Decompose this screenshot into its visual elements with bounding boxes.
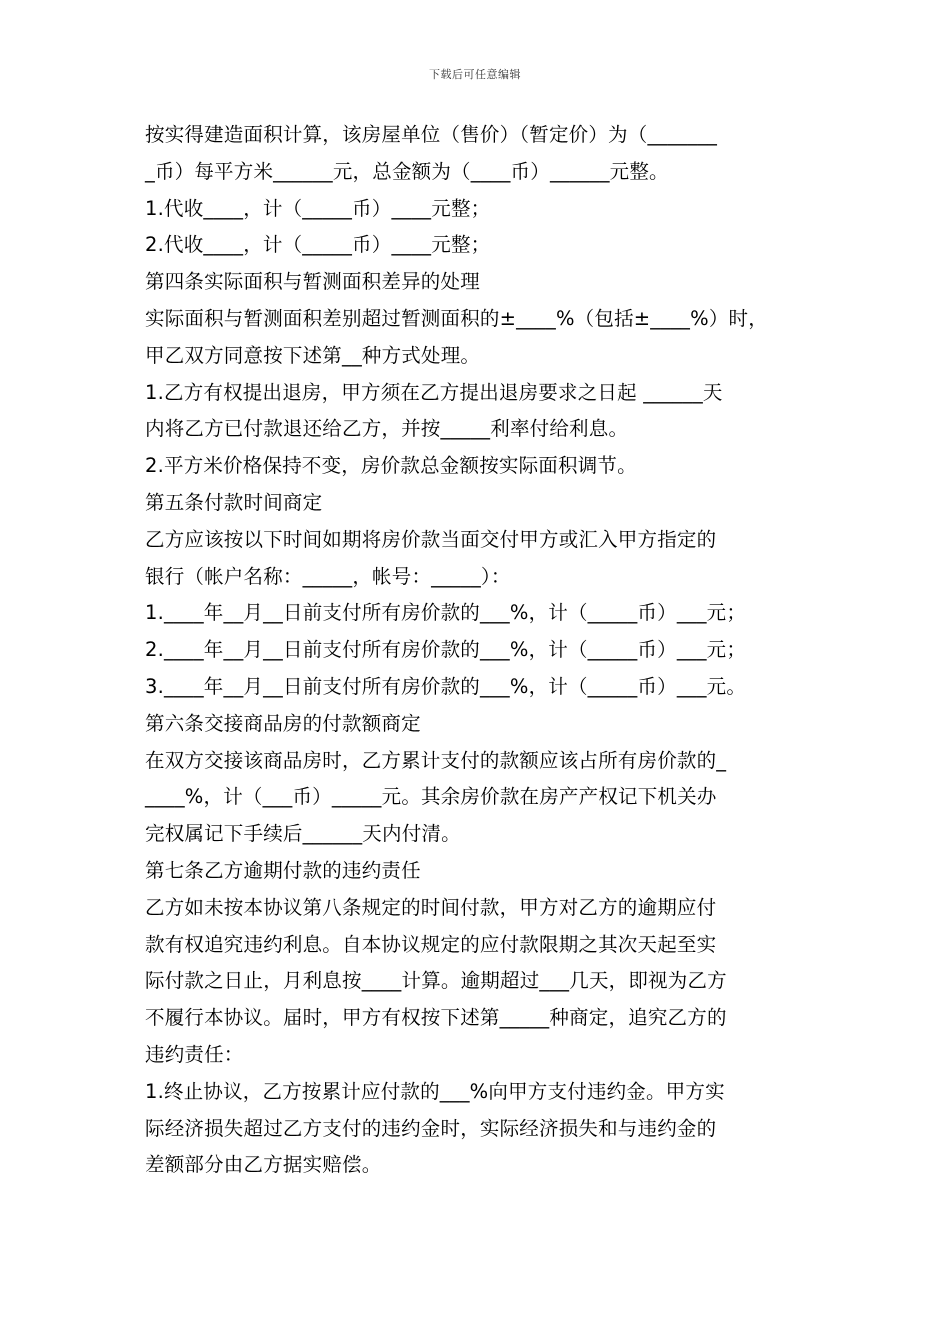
text-line: 2.代收____，计（_____币）____元整；	[145, 233, 491, 257]
text-line: 2.____年__月__日前支付所有房价款的___%，计（_____币）___元；	[145, 638, 747, 662]
text-line: 际付款之日止，月利息按____计算。逾期超过___几天，即视为乙方	[145, 969, 727, 993]
text-line: ____%，计（___币）_____元。其余房价款在房产产权记下机关办	[145, 785, 717, 809]
page-header: 下载后可任意编辑	[429, 68, 521, 81]
text-line: 3.____年__月__日前支付所有房价款的___%，计（_____币）___元。	[145, 674, 747, 698]
article-heading: 第七条乙方逾期付款的违约责任	[145, 858, 421, 882]
text-line: 银行（帐户名称：_____，帐号：_____）：	[145, 564, 511, 588]
text-line: 在双方交接该商品房时，乙方累计支付的款额应该占所有房价款的_	[145, 748, 727, 772]
article-heading: 第四条实际面积与暂测面积差异的处理	[145, 270, 480, 294]
text-line: 违约责任：	[145, 1042, 244, 1066]
text-line: 际经济损失超过乙方支付的违约金时，实际经济损失和与违约金的	[145, 1116, 717, 1140]
text-line: 2.平方米价格保持不变，房价款总金额按实际面积调节。	[145, 454, 637, 478]
text-line: _币）每平方米______元，总金额为（____币）______元整。	[145, 159, 669, 183]
text-line: 1.乙方有权提出退房，甲方须在乙方提出退房要求之日起 ______天	[145, 380, 723, 404]
text-line: 1.____年__月__日前支付所有房价款的___%，计（_____币）___元；	[145, 601, 747, 625]
text-line: 乙方应该按以下时间如期将房价款当面交付甲方或汇入甲方指定的	[145, 527, 717, 551]
article-heading: 第六条交接商品房的付款额商定	[145, 711, 421, 735]
text-line: 乙方如未按本协议第八条规定的时间付款，甲方对乙方的逾期应付	[145, 895, 717, 919]
article-heading: 第五条付款时间商定	[145, 490, 323, 514]
text-line: 按实得建造面积计算，该房屋单位（售价）（暂定价）为（_______	[145, 123, 718, 146]
text-line: 1.代收____，计（_____币）____元整；	[145, 196, 491, 220]
text-line: 1.终止协议，乙方按累计应付款的___%向甲方支付违约金。甲方实	[145, 1079, 725, 1103]
text-line: 完权属记下手续后______天内付清。	[145, 822, 461, 846]
text-line: 款有权追究违约利息。自本协议规定的应付款限期之其次天起至实	[145, 932, 717, 956]
text-line: 内将乙方已付款退还给乙方，并按_____利率付给利息。	[145, 417, 629, 441]
document-body	[145, 117, 815, 1184]
text-line: 差额部分由乙方据实赔偿。	[145, 1153, 382, 1177]
text-line: 实际面积与暂测面积差别超过暂测面积的±____%（包括±____%）时，	[145, 306, 768, 330]
text-line: 不履行本协议。届时，甲方有权按下述第_____种商定，追究乙方的	[145, 1006, 727, 1030]
text-line: 甲乙双方同意按下述第__种方式处理。	[145, 343, 481, 367]
